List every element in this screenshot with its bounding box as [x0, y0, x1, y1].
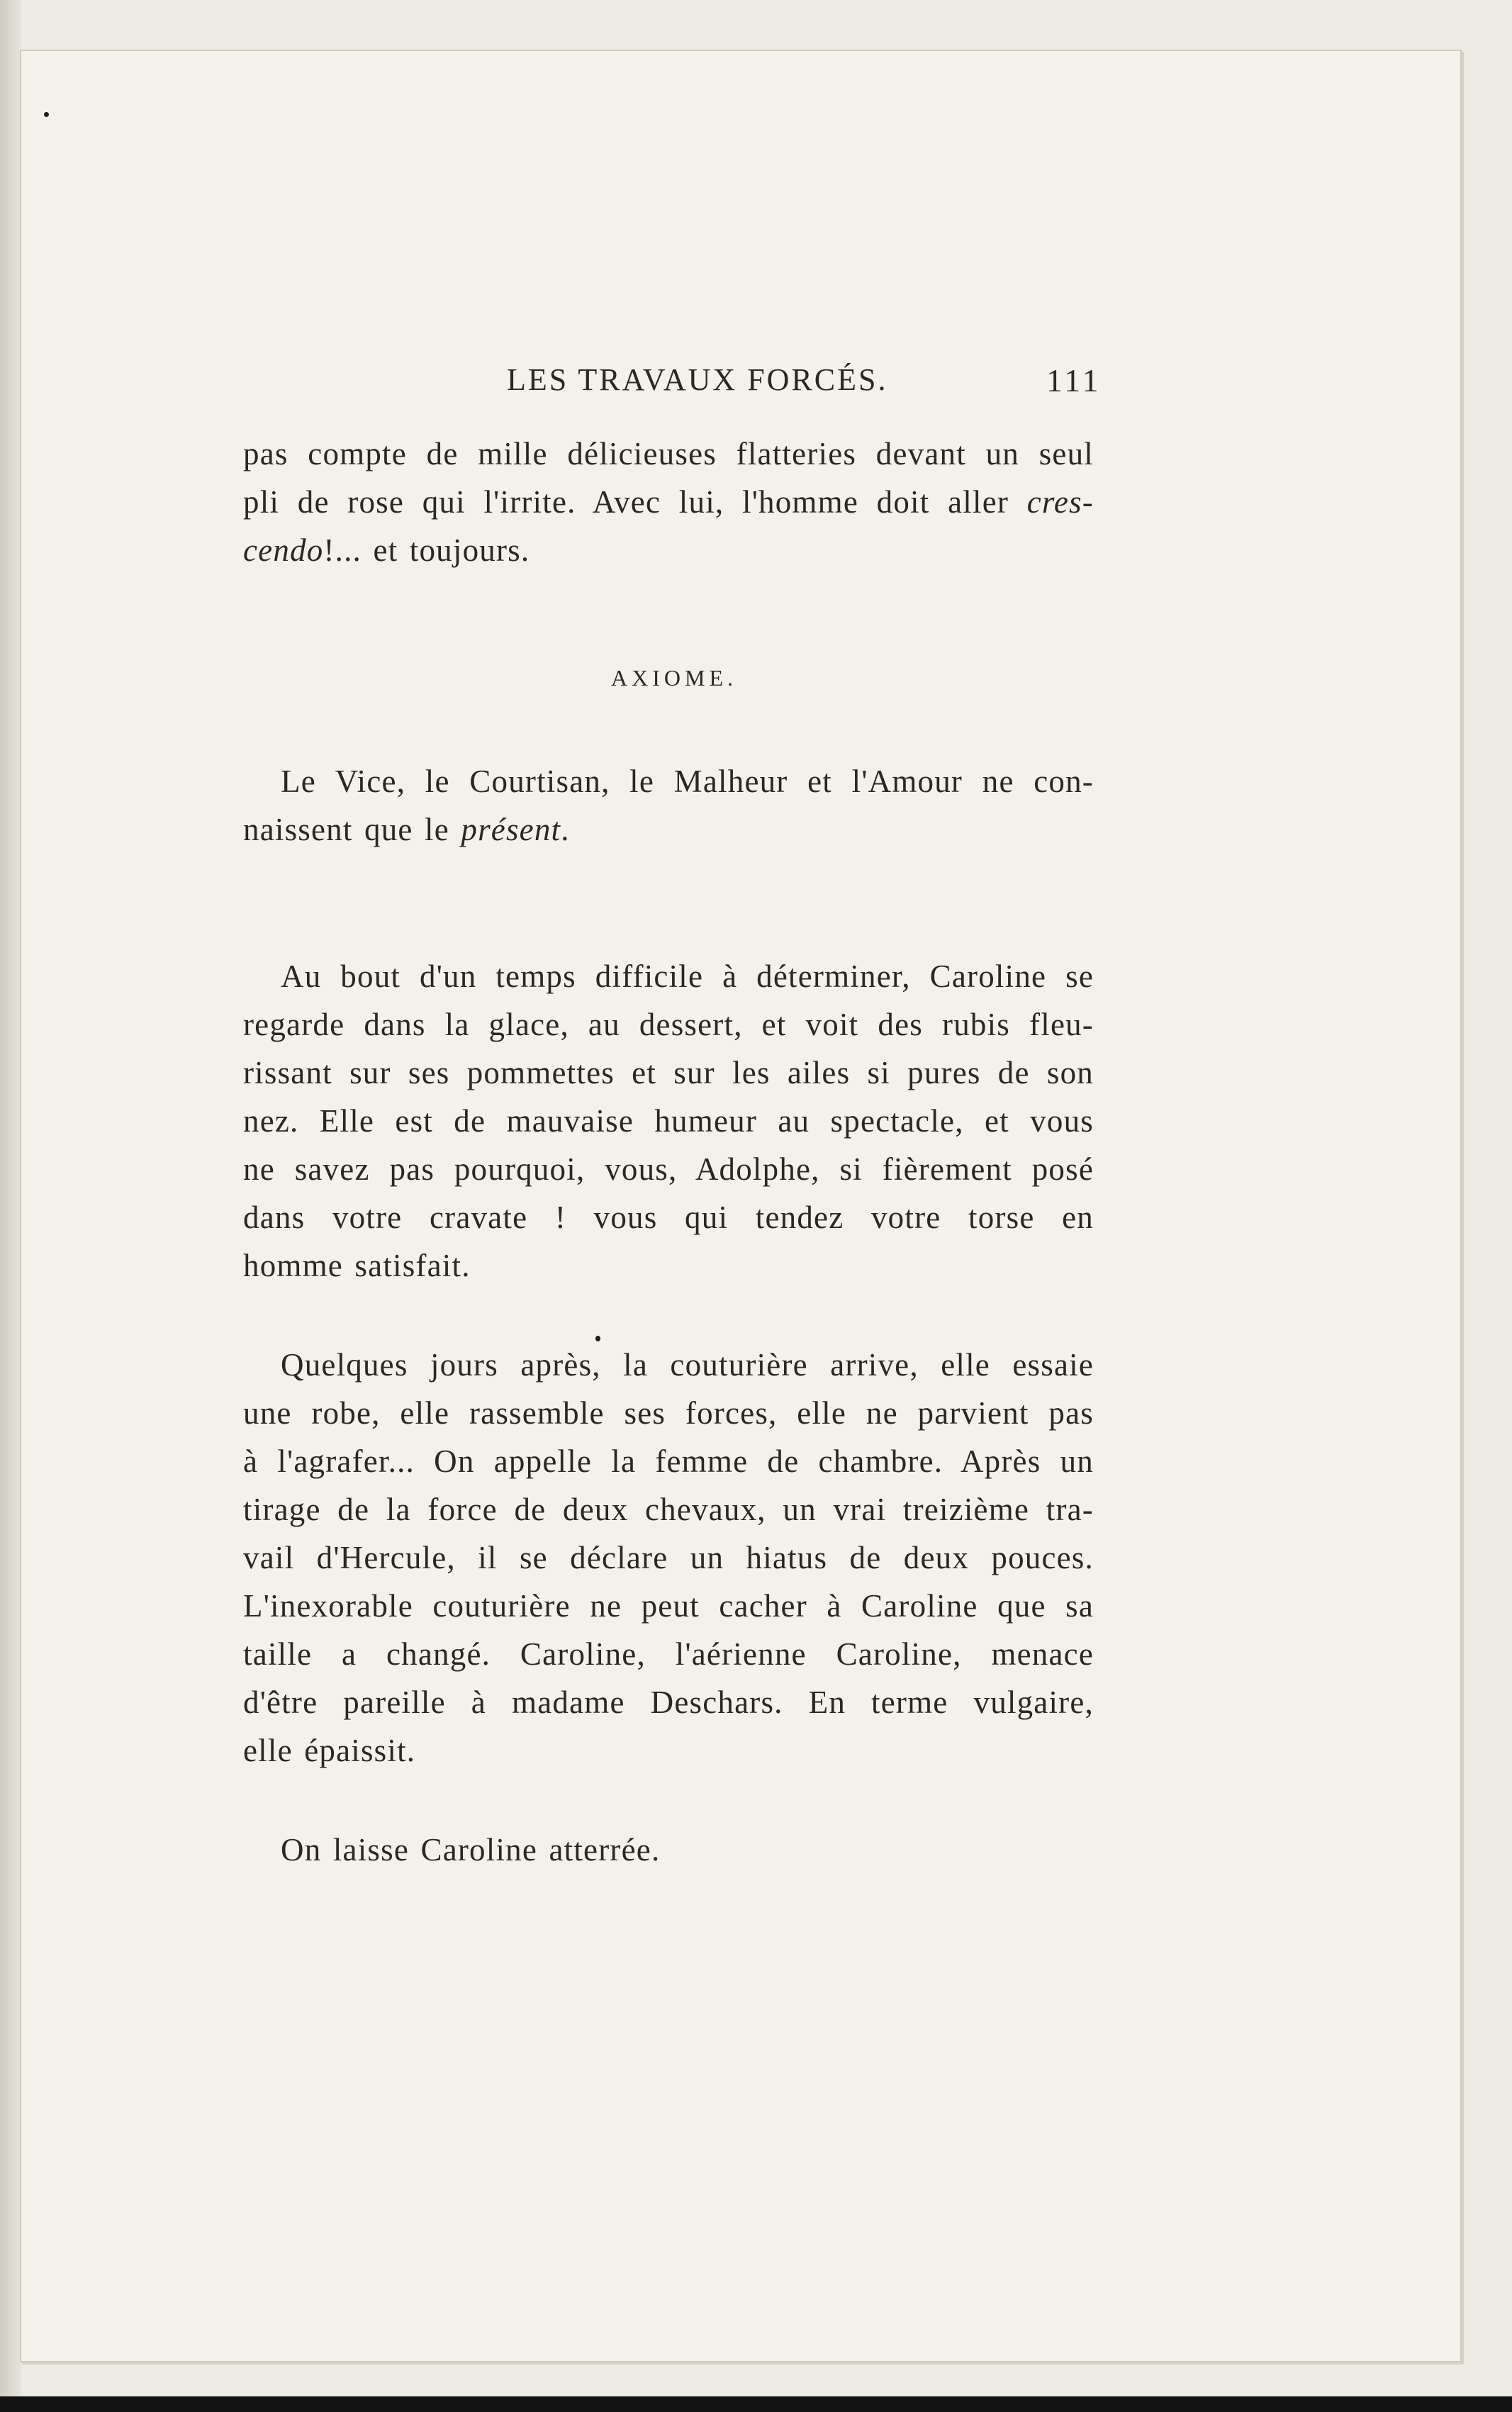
text-line: tirage de la force de deux chevaux, un vrai treizième tra- — [243, 1492, 1094, 1527]
text-span: pli de rose qui l'irrite. Avec lui, l'homme doit aller — [243, 484, 1027, 520]
italic-text: cres- — [1026, 484, 1094, 520]
text-span: naissent que le — [243, 812, 461, 847]
italic-text: cendo — [243, 532, 324, 568]
text-line: nez. Elle est de mauvaise humeur au spectacle, et vous — [243, 1103, 1094, 1139]
page-gutter-shadow — [0, 0, 21, 2412]
text-line: elle épaissit. — [243, 1733, 416, 1768]
text-line: Au bout d'un temps difficile à déterminer, Caroline se — [281, 959, 1094, 994]
text-line: pas compte de mille délicieuses flatteries devant un seul — [243, 436, 1094, 471]
text-line: dans votre cravate ! vous qui tendez votre torse en — [243, 1200, 1094, 1235]
section-heading: AXIOME. — [611, 665, 737, 691]
text-line: regarde dans la glace, au dessert, et voit des rubis fleu- — [243, 1007, 1094, 1042]
running-header: LES TRAVAUX FORCÉS. — [507, 362, 888, 397]
text-line: une robe, elle rassemble ses forces, elle ne parvient pas — [243, 1395, 1094, 1431]
text-line: rissant sur ses pommettes et sur les ailes si pures de son — [243, 1055, 1094, 1090]
text-line: Le Vice, le Courtisan, le Malheur et l'Amour ne con- — [281, 764, 1094, 799]
text-line — [243, 805, 570, 854]
italic-text: présent — [461, 812, 561, 847]
text-line: vail d'Hercule, il se déclare un hiatus de deux pouces. — [243, 1540, 1094, 1575]
text-span: . — [561, 812, 570, 847]
text-line: à l'agrafer... On appelle la femme de chambre. Après un — [243, 1444, 1094, 1479]
page-number: 111 — [1046, 362, 1102, 398]
text-span: !... et toujours. — [323, 532, 530, 568]
text-line: homme satisfait. — [243, 1248, 471, 1283]
text-line: On laisse Caroline atterrée. — [281, 1832, 661, 1867]
text-line: taille a changé. Caroline, l'aérienne Caroline, menace — [243, 1636, 1094, 1672]
ink-spot — [44, 112, 49, 117]
text-line: L'inexorable couturière ne peut cacher à Caroline que sa — [243, 1588, 1094, 1624]
text-line: Quelques jours après, la couturière arrive, elle essaie — [281, 1347, 1094, 1383]
text-line — [243, 526, 530, 574]
text-line: d'être pareille à madame Deschars. En terme vulgaire, — [243, 1685, 1094, 1720]
scan-border — [0, 2396, 1512, 2412]
text-line — [243, 478, 1094, 526]
text-line: ne savez pas pourquoi, vous, Adolphe, si fièrement posé — [243, 1151, 1094, 1187]
